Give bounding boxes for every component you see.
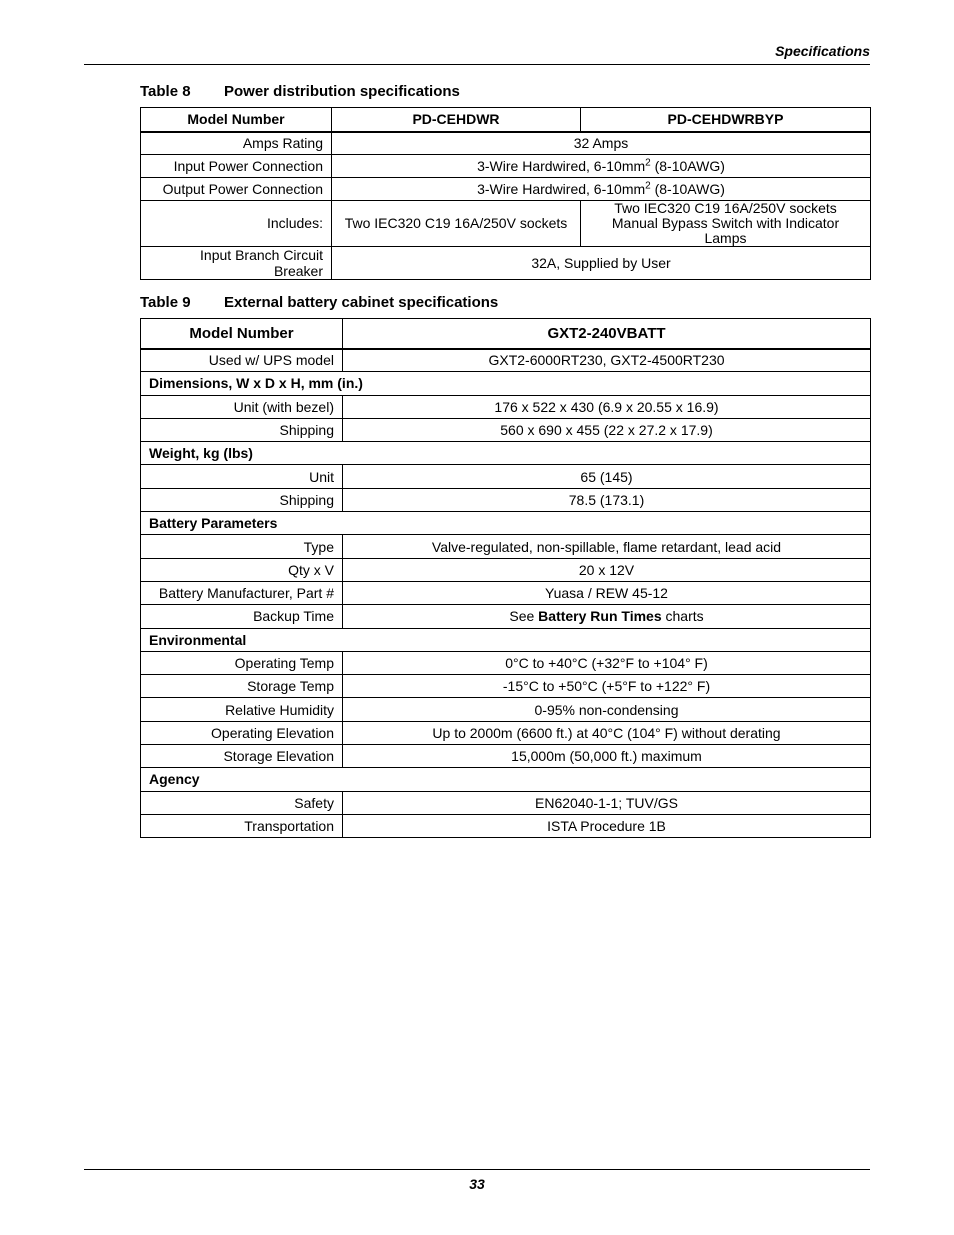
- row-value: [343, 605, 871, 628]
- row-label: Operating Temp: [141, 651, 343, 674]
- row-label: Storage Elevation: [141, 745, 343, 768]
- table-9-title: External battery cabinet specifications: [224, 294, 499, 311]
- table-row: [141, 488, 871, 511]
- value-line: Two IEC320 C19 16A/250V sockets: [614, 200, 837, 216]
- row-value: Yuasa / REW 45-12: [343, 581, 871, 604]
- row-label: Shipping: [141, 418, 343, 441]
- section-heading: Weight, kg (lbs): [141, 442, 871, 465]
- value-line: Manual Bypass Switch with Indicator Lamps: [611, 215, 840, 246]
- section-row: [141, 442, 871, 465]
- value-text: (8-10AWG): [650, 158, 725, 174]
- table-row: [141, 698, 871, 721]
- table-row: [141, 247, 871, 280]
- table-row: [141, 558, 871, 581]
- row-value: 20 x 12V: [343, 558, 871, 581]
- section-row: [141, 768, 871, 791]
- running-header: Specifications: [775, 43, 870, 59]
- table-header-row: [141, 319, 871, 349]
- row-value: 15,000m (50,000 ft.) maximum: [343, 745, 871, 768]
- table-row: [141, 178, 871, 201]
- superscript: 2: [645, 157, 651, 169]
- table-row: [141, 395, 871, 418]
- row-label: Unit (with bezel): [141, 395, 343, 418]
- table-9-caption: [140, 294, 498, 311]
- row-label: Backup Time: [141, 605, 343, 628]
- row-label: Input Power Connection: [141, 155, 332, 178]
- row-value: 78.5 (173.1): [343, 488, 871, 511]
- row-label: Includes:: [141, 201, 332, 247]
- value-text: charts: [661, 608, 704, 625]
- row-value: 32A, Supplied by User: [332, 247, 871, 280]
- row-value: 560 x 690 x 455 (22 x 27.2 x 17.9): [343, 418, 871, 441]
- row-label: Type: [141, 535, 343, 558]
- section-row: [141, 512, 871, 535]
- value-text: 3-Wire Hardwired, 6-10mm: [477, 158, 646, 174]
- table-row: [141, 745, 871, 768]
- section-heading: Environmental: [141, 628, 871, 651]
- row-label: Amps Rating: [141, 132, 332, 155]
- superscript: 2: [645, 180, 651, 192]
- section-row: [141, 372, 871, 395]
- value-text: 3-Wire Hardwired, 6-10mm: [477, 181, 646, 197]
- header-cell: PD-CEHDWRBYP: [581, 108, 871, 132]
- row-label: Unit: [141, 465, 343, 488]
- header-cell: Model Number: [141, 319, 343, 349]
- section-heading: Battery Parameters: [141, 512, 871, 535]
- row-value: Two IEC320 C19 16A/250V sockets: [332, 201, 581, 247]
- row-value: ISTA Procedure 1B: [343, 814, 871, 837]
- table-9-number: Table 9: [140, 294, 191, 311]
- table-8-caption: [140, 83, 460, 100]
- row-value: -15°C to +50°C (+5°F to +122° F): [343, 675, 871, 698]
- row-label: Transportation: [141, 814, 343, 837]
- row-value: 65 (145): [343, 465, 871, 488]
- row-label: Operating Elevation: [141, 721, 343, 744]
- row-label: Shipping: [141, 488, 343, 511]
- row-value: EN62040-1-1; TUV/GS: [343, 791, 871, 814]
- table-row: [141, 605, 871, 628]
- table-header-row: [141, 108, 871, 132]
- table-row: [141, 814, 871, 837]
- header-rule: [84, 64, 870, 65]
- table-row: [141, 675, 871, 698]
- table-row: [141, 535, 871, 558]
- table-row: [141, 201, 871, 247]
- value-text: (8-10AWG): [650, 181, 725, 197]
- table-8-title: Power distribution specifications: [224, 83, 460, 100]
- section-heading: Agency: [141, 768, 871, 791]
- section-row: [141, 628, 871, 651]
- row-value: [581, 201, 871, 247]
- footer-rule: [84, 1169, 870, 1170]
- row-value: Valve-regulated, non-spillable, flame retardant, lead acid: [343, 535, 871, 558]
- row-value: GXT2-6000RT230, GXT2-4500RT230: [343, 349, 871, 372]
- table-row: [141, 581, 871, 604]
- row-value: [332, 178, 871, 201]
- row-label: Used w/ UPS model: [141, 349, 343, 372]
- table-row: [141, 791, 871, 814]
- header-cell: Model Number: [141, 108, 332, 132]
- table-row: [141, 721, 871, 744]
- table-row: [141, 418, 871, 441]
- row-label: Battery Manufacturer, Part #: [141, 581, 343, 604]
- table-row: [141, 155, 871, 178]
- table-row: [141, 465, 871, 488]
- value-text: See: [509, 608, 539, 625]
- power-distribution-table: [140, 107, 871, 280]
- row-label: Relative Humidity: [141, 698, 343, 721]
- battery-cabinet-table: [140, 318, 871, 838]
- row-value: 0°C to +40°C (+32°F to +104° F): [343, 651, 871, 674]
- row-label: Output Power Connection: [141, 178, 332, 201]
- row-value: Up to 2000m (6600 ft.) at 40°C (104° F) without derating: [343, 721, 871, 744]
- section-heading: Dimensions, W x D x H, mm (in.): [141, 372, 871, 395]
- row-value: 0-95% non-condensing: [343, 698, 871, 721]
- header-cell: GXT2-240VBATT: [343, 319, 871, 349]
- table-row: [141, 651, 871, 674]
- table-8-number: Table 8: [140, 83, 191, 100]
- row-label: Input Branch Circuit Breaker: [141, 247, 332, 280]
- row-label: Storage Temp: [141, 675, 343, 698]
- row-value: 32 Amps: [332, 132, 871, 155]
- page-number: 33: [469, 1176, 485, 1192]
- row-label: Qty x V: [141, 558, 343, 581]
- battery-run-times-reference: Battery Run Times: [538, 608, 662, 625]
- table-row: [141, 132, 871, 155]
- header-cell: PD-CEHDWR: [332, 108, 581, 132]
- row-value: [332, 155, 871, 178]
- row-label: Safety: [141, 791, 343, 814]
- row-value: 176 x 522 x 430 (6.9 x 20.55 x 16.9): [343, 395, 871, 418]
- table-row: [141, 349, 871, 372]
